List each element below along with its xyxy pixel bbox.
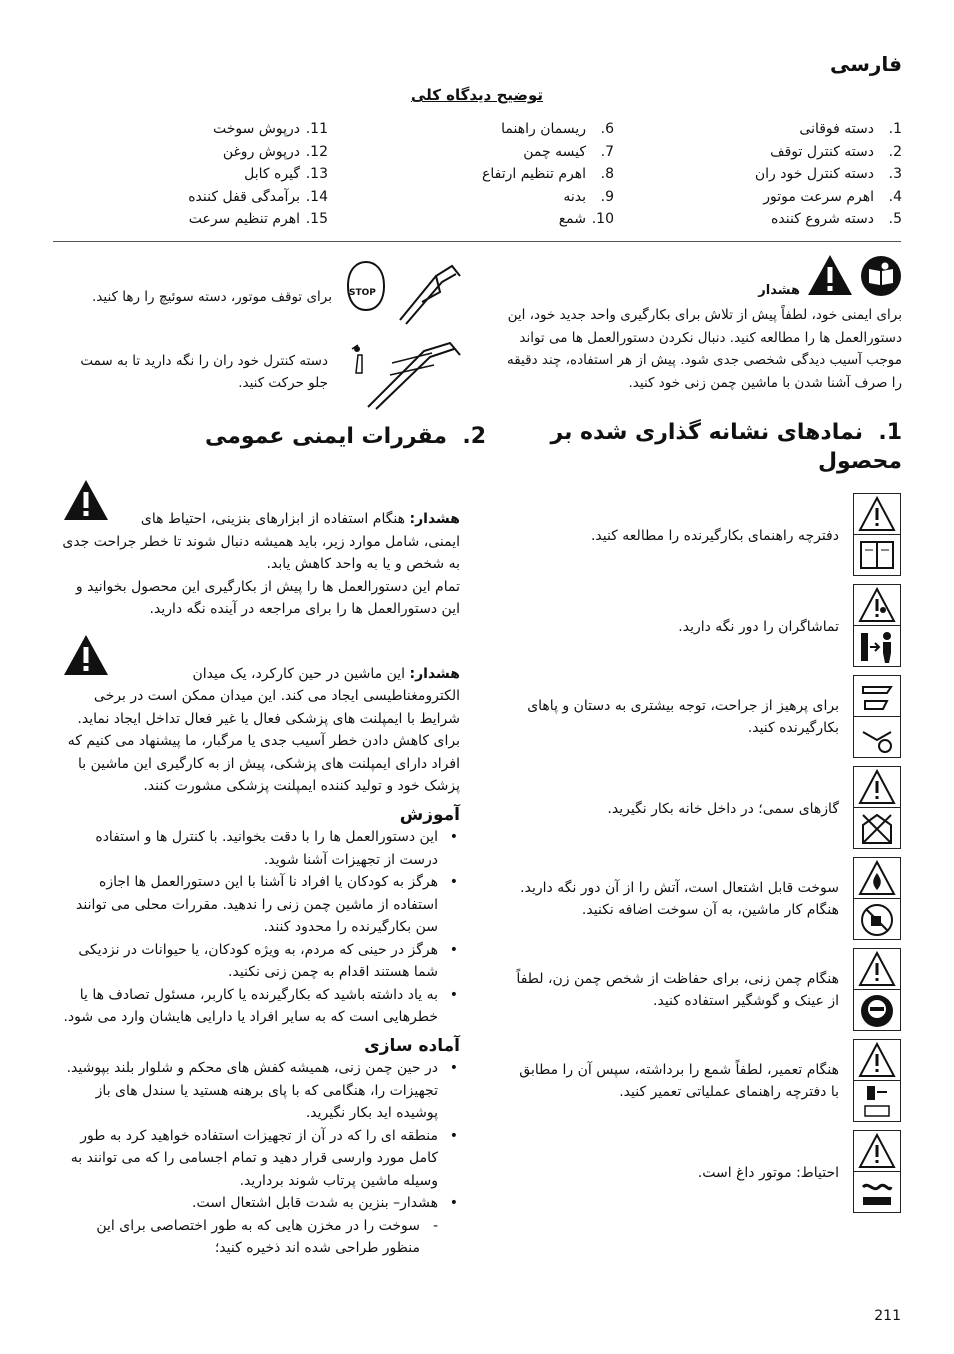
list-item: • هشدار– بنزین به شدت قابل اشتعال است. (62, 1192, 460, 1215)
overview-item-number: 7. (600, 143, 614, 160)
overview-item-number: 6. (600, 121, 614, 137)
overview-item-label: درپوش روغن (222, 143, 300, 160)
symbol-label-box (853, 766, 901, 849)
overview-item-number: 8. (600, 166, 614, 182)
safety-warning-2-label: هشدار: (409, 665, 460, 682)
read-manual-icon (860, 255, 902, 305)
symbol-label-box (853, 857, 901, 940)
list-item: - سوخت را در مخزن هایی که به طور اختصاصی برای این منظور طراحی شده اند ذخیره کنید؛ (62, 1215, 460, 1260)
section-divider (53, 241, 901, 242)
section-1-number: 1. (878, 420, 902, 445)
overview-item-label: دسته فوقانی (799, 121, 874, 137)
overview-item-label: اهرم سرعت موتور (763, 188, 874, 205)
section-2-heading (186, 424, 486, 449)
warning-triangle-icon (806, 253, 854, 305)
foot-blade-icon (854, 717, 900, 757)
warning-triangle-icon (854, 494, 900, 535)
drive-instruction: دسته کنترل خود ران را نگه دارید تا به سمت جلو حرکت کنید. (80, 353, 328, 391)
overview-column-1 (672, 118, 902, 231)
overview-item-number: 3. (888, 166, 902, 182)
hand-blade-icon (854, 676, 900, 717)
top-warning (496, 258, 902, 394)
symbol-label-box (853, 584, 901, 667)
no-refuel-running-icon (854, 899, 900, 939)
warning-triangle-icon (854, 1040, 900, 1081)
overview-item-number: 14. (305, 188, 328, 205)
safety-warning-1-text2: تمام این دستورالعمل ها را پیش از بکارگیری این محصول بخوانید و این دستورالعمل ها را برای مراجعه در آینده نگه دارید. (75, 578, 460, 617)
safety-rules (62, 478, 460, 1260)
symbol-description: سوخت قابل اشتعال است، آتش را از آن دور نگه دارید. هنگام کار ماشین، به آن سوخت اضافه نکنید. (520, 880, 839, 918)
symbol-description: گازهای سمی؛ در داخل خانه بکار نگیرید. (607, 801, 839, 817)
overview-item (128, 163, 328, 186)
drive-control-illustration (340, 335, 465, 410)
overview-item-label: ریسمان راهنما (501, 121, 586, 137)
overview-item-number: 11. (305, 121, 328, 137)
symbol-label-box (853, 1039, 901, 1122)
symbol-description: دفترچه راهنمای بکارگیرنده را مطالعه کنید. (590, 528, 839, 544)
safety-warning-2 (62, 633, 460, 798)
overview-item-number: 2. (888, 143, 902, 160)
language-label: فارسی (829, 52, 902, 76)
hot-surface-icon (854, 1172, 900, 1212)
section-2-number: 2. (462, 424, 486, 449)
overview-item-label: اهرم تنظیم ارتفاع (482, 166, 586, 182)
training-list (62, 826, 460, 1029)
overview-item-label: شمع (558, 211, 586, 227)
toxic-fumes-icon (854, 767, 900, 808)
overview-column-2 (414, 118, 614, 231)
symbol-label-box (853, 675, 901, 758)
safety-warning-1 (62, 478, 460, 621)
overview-item-number: 9. (600, 188, 614, 205)
overview-item-label: دسته کنترل توقف (770, 143, 874, 160)
safety-warning-1-text: هنگام استفاده از ابزارهای بنزینی، احتیاط های ایمنی، شامل موارد زیر، باید همیشه دنبال شوند تا خطر جراحت جدی به شخص و یا به واحد کاهش یابد. (62, 511, 460, 572)
fire-warning-icon (854, 858, 900, 899)
overview-item (672, 208, 902, 231)
overview-item-label: کیسه چمن (523, 143, 586, 160)
overview-title: توضیح دیدگاه کلی (410, 86, 544, 104)
no-indoor-use-icon (854, 808, 900, 848)
symbol-label-box (853, 948, 901, 1031)
warning-triangle-icon (854, 949, 900, 990)
overview-item (128, 186, 328, 209)
overview-item-number: 10. (591, 211, 614, 227)
eye-ear-protection-icon (854, 990, 900, 1030)
safety-warning-1-label: هشدار: (409, 511, 460, 527)
preparation-heading: آماده سازی (364, 1035, 460, 1056)
overview-item (672, 141, 902, 164)
symbol-description: تماشاگران را دور نگه دارید. (678, 619, 839, 635)
overview-item (414, 186, 614, 209)
stop-instruction: برای توقف موتور، دسته سوئیچ را رها کنید. (92, 289, 332, 305)
section-1-title: نمادهای نشانه گذاری شده بر محصول (550, 420, 902, 474)
symbol-description: برای پرهیز از جراحت، توجه بیشتری به دستان و پاهای بکارگیرنده کنید. (527, 698, 839, 736)
overview-item (414, 141, 614, 164)
list-item: • این دستورالعمل ها را با دقت بخوانید. با کنترل ها و استفاده درست از تجهیزات آشنا شوید. (62, 826, 460, 871)
warning-triangle-icon (62, 633, 110, 685)
overview-item-label: گیره کابل (244, 166, 300, 182)
overview-item-label: اهرم تنظیم سرعت (188, 211, 300, 227)
list-item: • در حین چمن زنی، همیشه کفش های محکم و شلوار بلند بپوشید. تجهیزات را، هنگامی که با پای برهنه هستید یا سندل های باز پوشیده اید بکار نگیرید. (62, 1057, 460, 1125)
overview-item (128, 141, 328, 164)
keep-bystanders-away-icon (854, 626, 900, 666)
overview-item-label: دسته کنترل خود ران (754, 166, 874, 182)
page-number: 211 (874, 1308, 901, 1324)
list-item: • به یاد داشته باشید که بکارگیرنده یا کاربر، مسئول تصادف ها یا خطرهایی است که به سایر افراد یا دارایی هایشان وارد می شود. (62, 984, 460, 1029)
overview-item (414, 118, 614, 141)
warning-triangle-icon (62, 478, 110, 530)
overview-item-number: 12. (305, 143, 328, 160)
overview-item-label: بدنه (563, 188, 586, 205)
overview-item (672, 118, 902, 141)
overview-item-label: دسته شروع کننده (771, 211, 874, 227)
overview-item (672, 163, 902, 186)
overview-item-number: 15. (305, 211, 328, 227)
preparation-list (62, 1057, 460, 1215)
overview-item-number: 4. (888, 188, 902, 205)
preparation-sublist (62, 1215, 460, 1260)
overview-column-3 (128, 118, 328, 231)
training-heading: آموزش (399, 804, 460, 825)
overview-item-number: 13. (305, 166, 328, 182)
safety-warning-2-text: این ماشین در حین کارکرد، یک میدان الکترومغناطیسی ایجاد می کند. این میدان ممکن است در برخی شرایط با ایمپلنت های پزشکی فعال یا غیر فعال تداخل ایجاد نماید. برای کاهش دادن خطر آسیب جدی یا مرگبار، ما پیشنهاد می کنیم که افراد دارای ایمپلنت های پزشکی، پیش از به کارگیری این ماشین با پزشک خود و تولید کننده ایمپلنت پزشکی مشورت کنند. (67, 665, 460, 794)
stop-control-illustration (344, 258, 464, 328)
overview-item (672, 186, 902, 209)
overview-item-number: 5. (888, 211, 902, 227)
list-item: • منطقه ای را که در آن از تجهیزات استفاده خواهید کرد به طور کامل مورد وارسی قرار دهید و تمام اجسامی را که می توانند به وسیله ماشین پرتاب شوند بردارید. (62, 1125, 460, 1193)
symbol-description: هنگام چمن زنی، برای حفاظت از شخص چمن زن، لطفاً از عینک و گوشگیر استفاده کنید. (516, 971, 839, 1009)
overview-item-number: 1. (888, 121, 902, 137)
symbol-label-box (853, 493, 901, 576)
manual-book-icon (854, 535, 900, 575)
warning-triangle-icon (854, 1131, 900, 1172)
overview-item-label: درپوش سوخت (212, 121, 300, 137)
symbol-description: احتیاط: موتور داغ است. (697, 1165, 839, 1181)
warning-text: برای ایمنی خود، لطفاً پیش از تلاش برای بکارگیری واحد جدید خود، این دستورالعمل ها را مطالعه کنید. دنبال نکردن دستورالعمل ها می تواند موجب آسیب دیدگی شخصی جدی شود. پیش از هر استفاده، چند دقیقه را صرف آشنا شدن با ماشین چمن زنی خود کنید. (506, 307, 902, 391)
list-item: • هرگز به کودکان یا افراد نا آشنا با این دستورالعمل ها اجازه استفاده از ماشین چمن زنی را ندهید. مقررات محلی می توانند سن بکارگیرنده را محدود کنند. (62, 871, 460, 939)
overview-item (128, 208, 328, 231)
overview-item (414, 208, 614, 231)
stop-badge: STOP (349, 288, 376, 298)
overview-item (128, 118, 328, 141)
symbol-label-box (853, 1130, 901, 1213)
overview-item (414, 163, 614, 186)
section-2-title: مقررات ایمنی عمومی (204, 424, 447, 449)
warning-label: هشدار (758, 282, 800, 298)
section-1-heading (542, 418, 902, 476)
thrown-objects-icon (854, 585, 900, 626)
symbol-description: هنگام تعمیر، لطفاً شمع را برداشته، سپس آن را مطابق با دفترچه راهنمای عملیاتی تعمیر کنید. (519, 1062, 839, 1100)
overview-item-label: برآمدگی قفل کننده (188, 188, 300, 205)
list-item: • هرگز در حینی که مردم، به ویژه کودکان، یا حیوانات در نزدیکی شما هستند اقدام به چمن زنی نکنید. (62, 939, 460, 984)
spark-plug-manual-icon (854, 1081, 900, 1121)
